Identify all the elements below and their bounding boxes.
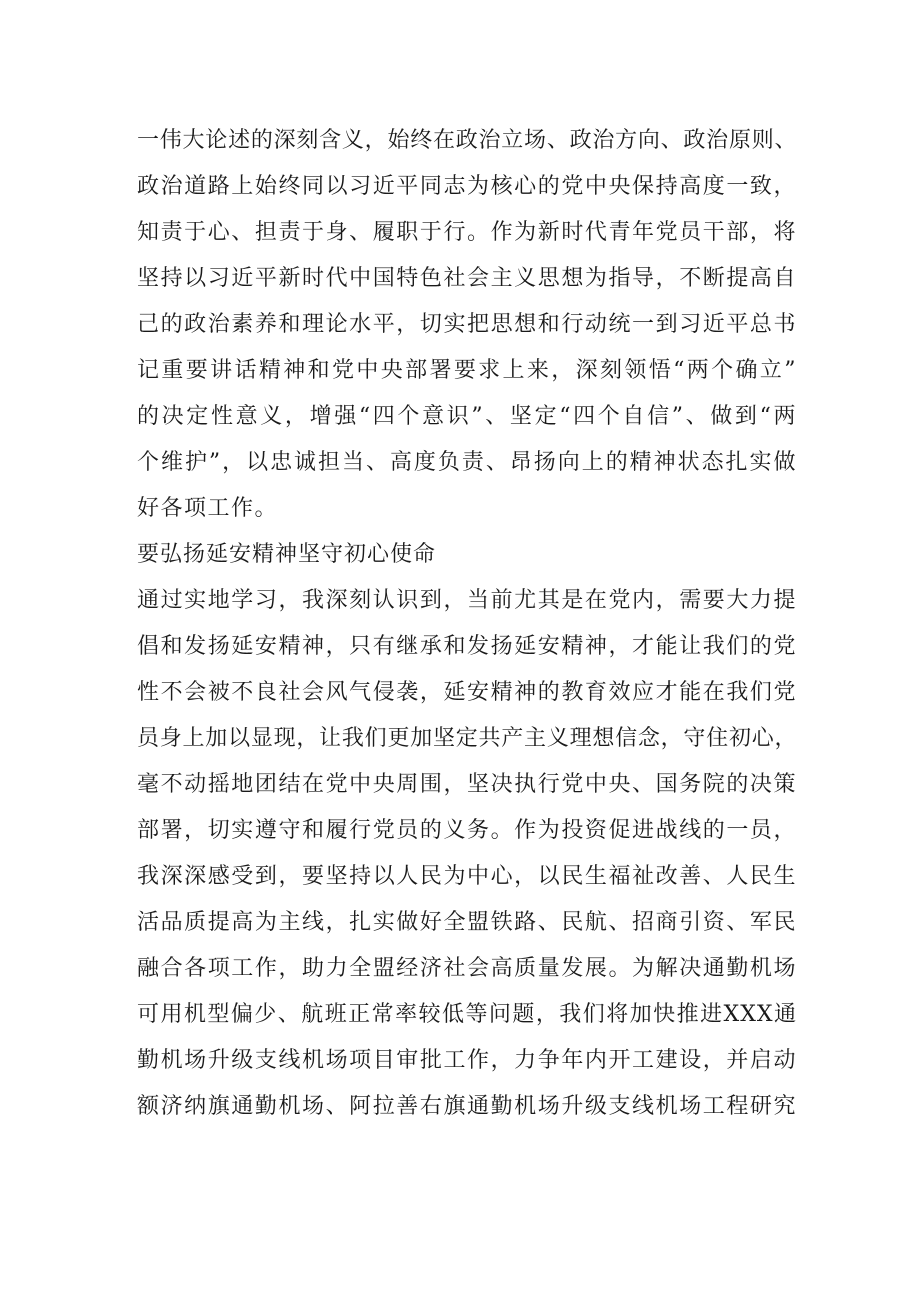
paragraph-1-line-2: 政治道路上始终同以习近平同志为核心的党中央保持高度一致，: [137, 174, 797, 199]
paragraph-2: [137, 578, 797, 1130]
paragraph-2-line-11: 勤机场升级支线机场项目审批工作，力争年内开工建设，并启动: [137, 1048, 797, 1073]
paragraph-1-line-1: 一伟大论述的深刻含义，始终在政治立场、政治方向、政治原则、: [137, 128, 797, 153]
paragraph-2-line-6: 部署，切实遵守和履行党员的义务。作为投资促进战线的一员，: [137, 818, 797, 843]
paragraph-2-line-8: 活品质提高为主线，扎实做好全盟铁路、民航、招商引资、军民: [137, 910, 797, 935]
paragraph-2-line-4: 员身上加以显现，让我们更加坚定共产主义理想信念，守住初心，: [137, 726, 797, 751]
paragraph-1-line-7: 的决定性意义，增强“四个意识”、坚定“四个自信”、做到“两: [137, 404, 797, 429]
paragraph-2-line-9: 融合各项工作，助力全盟经济社会高质量发展。为解决通勤机场: [137, 956, 797, 981]
paragraph-1-line-6: 记重要讲话精神和党中央部署要求上来，深刻领悟“两个确立”: [137, 358, 797, 383]
paragraph-2-line-5: 毫不动摇地团结在党中央周围，坚决执行党中央、国务院的决策: [137, 772, 797, 797]
paragraph-2-line-12: 额济纳旗通勤机场、阿拉善右旗通勤机场升级支线机场工程研究: [137, 1094, 797, 1119]
paragraph-1-line-8: 个维护”，以忠诚担当、高度负责、昂扬向上的精神状态扎实做: [137, 450, 797, 475]
paragraph-2-line-10: 可用机型偏少、航班正常率较低等问题，我们将加快推进XXX通: [137, 1002, 797, 1027]
paragraph-1: [137, 118, 797, 532]
paragraph-1-line-9: 好各项工作。: [137, 496, 279, 521]
paragraph-2-line-1: 通过实地学习，我深刻认识到，当前尤其是在党内，需要大力提: [137, 588, 797, 613]
paragraph-1-line-4: 坚持以习近平新时代中国特色社会主义思想为指导，不断提高自: [137, 266, 797, 291]
paragraph-1-line-5: 己的政治素养和理论水平，切实把思想和行动统一到习近平总书: [137, 312, 797, 337]
section-heading: 要弘扬延安精神坚守初心使命: [137, 542, 437, 567]
paragraph-2-line-2: 倡和发扬延安精神，只有继承和发扬延安精神，才能让我们的党: [137, 634, 797, 659]
paragraph-2-line-7: 我深深感受到，要坚持以人民为中心，以民生福祉改善、人民生: [137, 864, 797, 889]
paragraph-2-line-3: 性不会被不良社会风气侵袭，延安精神的教育效应才能在我们党: [137, 680, 797, 705]
document-body: [137, 118, 797, 1130]
paragraph-1-line-3: 知责于心、担责于身、履职于行。作为新时代青年党员干部，将: [137, 220, 797, 245]
